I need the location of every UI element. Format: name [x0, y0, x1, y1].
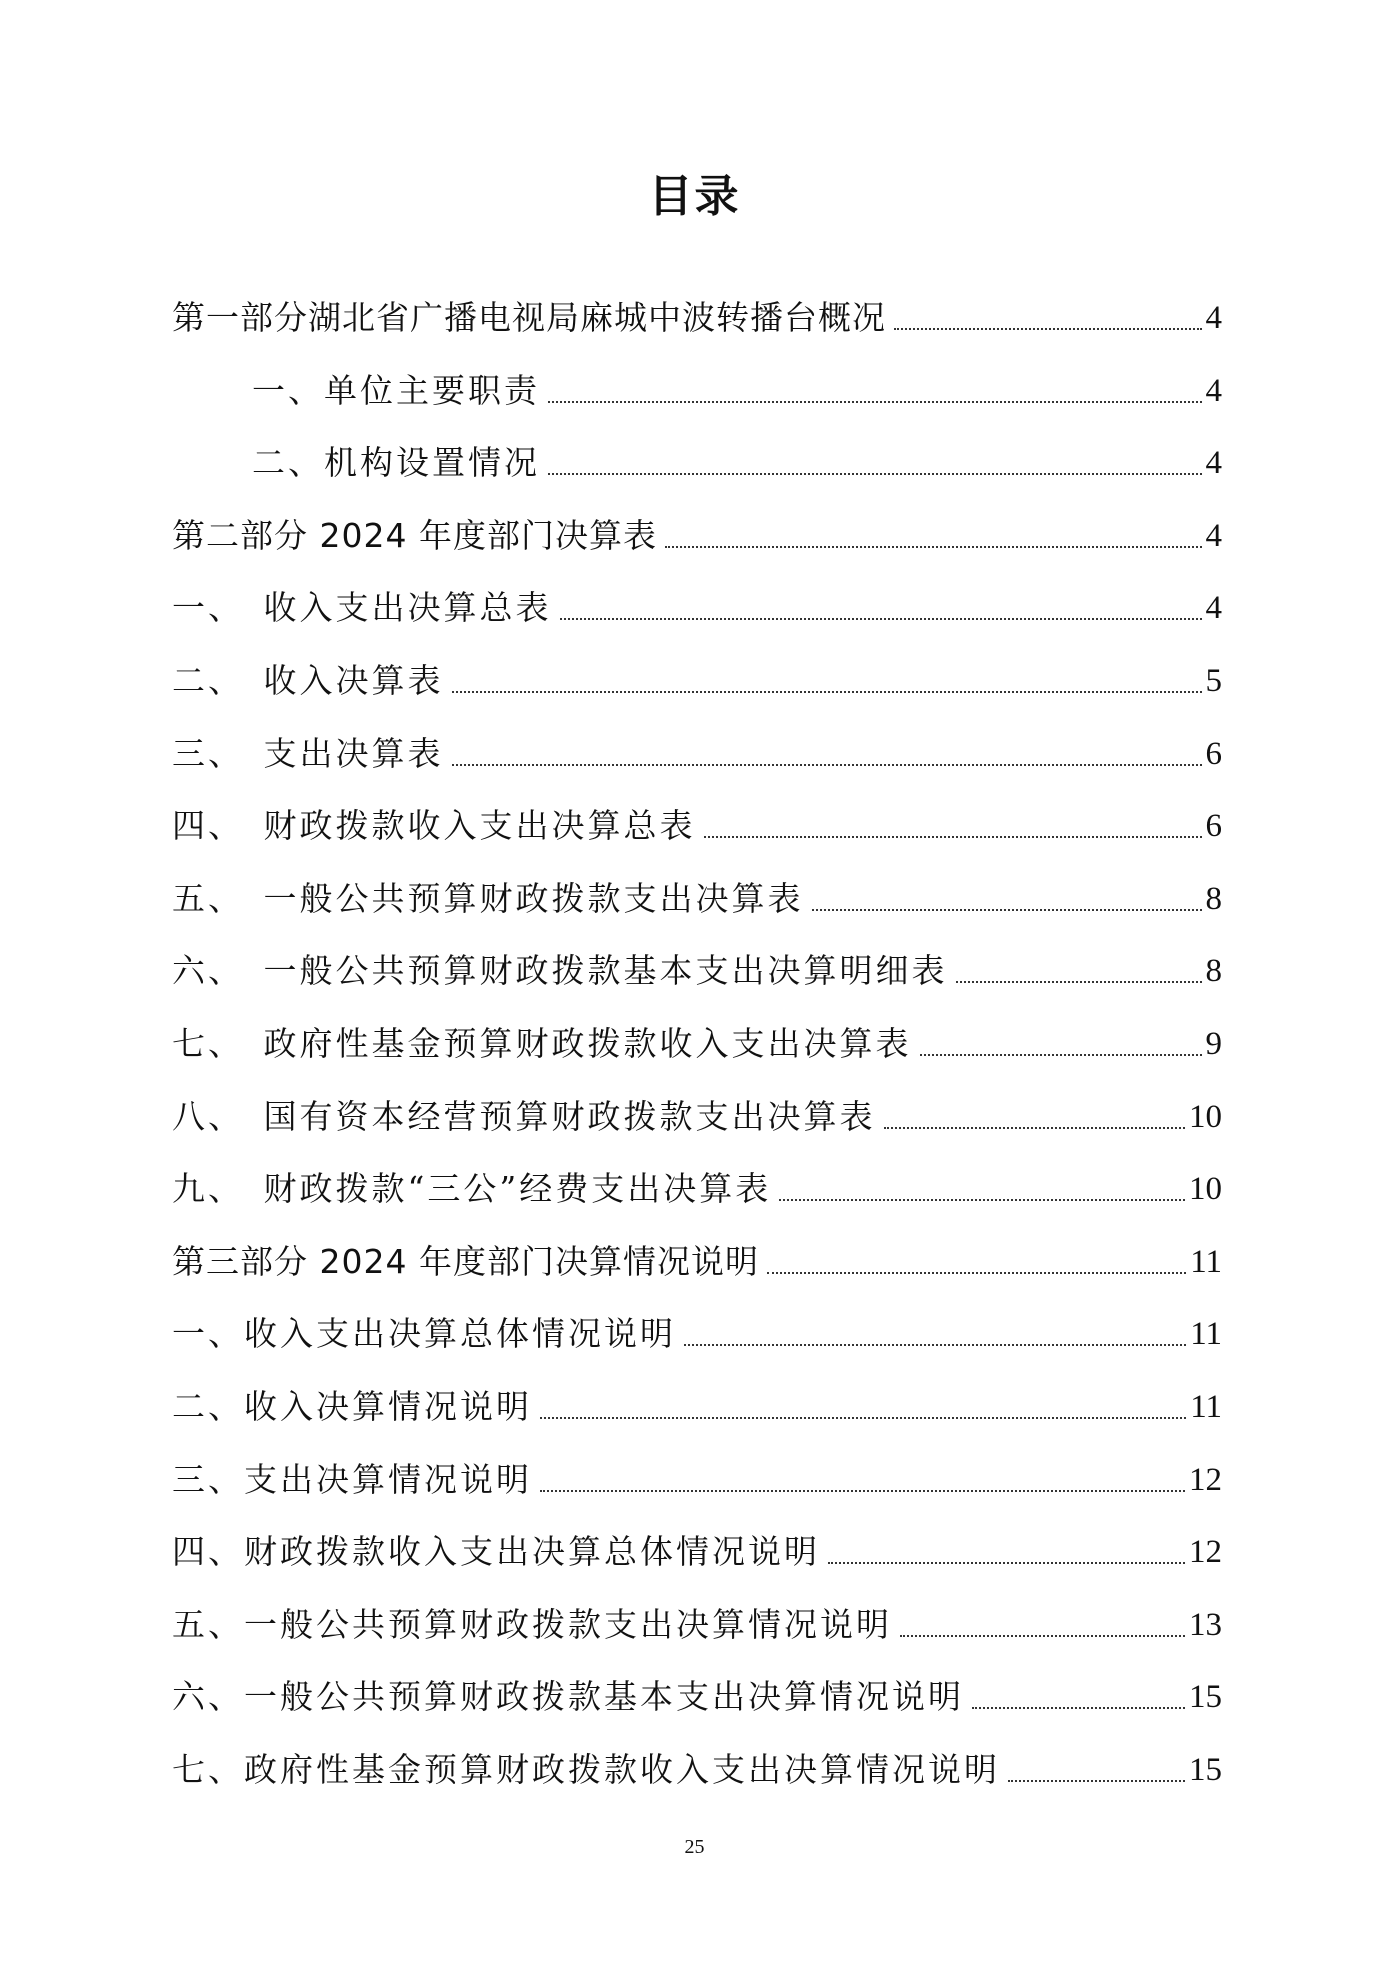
toc-entry-page: 11 — [1190, 1389, 1222, 1425]
toc-entry-label: 一、单位主要职责 — [252, 370, 540, 410]
toc-dot-leader — [548, 473, 1202, 475]
toc-dot-leader — [767, 1272, 1186, 1274]
toc-entry[interactable] — [172, 431, 1222, 483]
toc-dot-leader — [884, 1127, 1186, 1129]
toc-dot-leader — [812, 909, 1202, 911]
toc-entry-page: 6 — [1205, 735, 1222, 772]
toc-entry[interactable] — [172, 722, 1222, 774]
toc-entry-label: 八、 国有资本经营预算财政拨款支出决算表 — [172, 1096, 876, 1136]
toc-entry-page: 8 — [1205, 953, 1222, 990]
toc-dot-leader — [779, 1199, 1185, 1201]
toc-entry[interactable] — [172, 649, 1222, 701]
toc-entry[interactable] — [172, 867, 1222, 919]
toc-dot-leader — [560, 618, 1202, 620]
toc-dot-leader — [900, 1635, 1185, 1637]
toc-dot-leader — [1008, 1780, 1185, 1782]
toc-entry-label: 一、收入支出决算总体情况说明 — [172, 1314, 676, 1354]
toc-entry-page: 4 — [1205, 372, 1222, 409]
toc-entry[interactable] — [172, 1665, 1222, 1717]
toc-entry-label: 五、一般公共预算财政拨款支出决算情况说明 — [172, 1604, 892, 1644]
toc-entry[interactable] — [172, 1738, 1222, 1790]
toc-entry-page: 11 — [1190, 1243, 1222, 1280]
toc-dot-leader — [665, 546, 1202, 548]
toc-dot-leader — [452, 691, 1202, 693]
toc-entry[interactable] — [172, 1302, 1222, 1354]
toc-dot-leader — [894, 328, 1202, 330]
toc-entry[interactable] — [172, 286, 1222, 338]
toc-entry[interactable] — [172, 939, 1222, 991]
toc-entry-page: 4 — [1205, 590, 1222, 627]
toc-entry-label: 二、收入决算情况说明 — [172, 1387, 532, 1426]
toc-entry-page: 6 — [1205, 808, 1222, 845]
toc-dot-leader — [956, 981, 1202, 983]
toc-entry-page: 15 — [1189, 1679, 1222, 1716]
toc-entry-page: 11 — [1190, 1316, 1222, 1353]
toc-entry-label: 第一部分湖北省广播电视局麻城中波转播台概况 — [172, 298, 886, 337]
toc-dot-leader — [540, 1490, 1185, 1492]
toc-dot-leader — [452, 764, 1202, 766]
toc-entry[interactable] — [172, 1012, 1222, 1064]
toc-entry[interactable] — [172, 1593, 1222, 1645]
toc-entry-page: 4 — [1205, 517, 1222, 554]
toc-entry-label: 第三部分 2024 年度部门决算情况说明 — [172, 1241, 759, 1281]
toc-entry-page: 9 — [1205, 1026, 1222, 1062]
toc-entry-label: 九、 财政拨款“三公”经费支出决算表 — [172, 1169, 772, 1209]
toc-entry-page: 13 — [1189, 1606, 1222, 1643]
toc-dot-leader — [548, 401, 1202, 403]
toc-entry-page: 5 — [1205, 663, 1222, 699]
toc-entry-page: 15 — [1189, 1752, 1222, 1788]
toc-entry-page: 10 — [1189, 1098, 1222, 1135]
toc-entry-label: 四、财政拨款收入支出决算总体情况说明 — [172, 1532, 820, 1572]
toc-entry[interactable] — [172, 1448, 1222, 1500]
toc-entry[interactable] — [172, 359, 1222, 411]
toc-entry-label: 四、 财政拨款收入支出决算总表 — [172, 806, 696, 846]
toc-dot-leader — [972, 1707, 1185, 1709]
toc-entry[interactable] — [172, 1520, 1222, 1572]
toc-entry[interactable] — [172, 504, 1222, 556]
toc-entry-page: 12 — [1189, 1461, 1222, 1498]
toc-entry-label: 二、机构设置情况 — [252, 443, 540, 483]
toc-entry-page: 8 — [1205, 880, 1222, 917]
toc-entry-label: 一、 收入支出决算总表 — [172, 588, 552, 628]
toc-dot-leader — [684, 1344, 1186, 1346]
toc-entry-label: 第二部分 2024 年度部门决算表 — [172, 515, 657, 555]
toc-entry[interactable] — [172, 794, 1222, 846]
toc-entry-page: 4 — [1205, 445, 1222, 482]
toc-dot-leader — [704, 836, 1202, 838]
toc-entry[interactable] — [172, 576, 1222, 628]
toc-title: 目录 — [648, 171, 741, 222]
toc-entry-label: 六、 一般公共预算财政拨款基本支出决算明细表 — [172, 951, 948, 991]
toc-entry-label: 五、 一般公共预算财政拨款支出决算表 — [172, 878, 804, 918]
footer-page-number: 25 — [684, 1836, 705, 1858]
toc-entry[interactable] — [172, 1375, 1222, 1427]
toc-entry-label: 三、支出决算情况说明 — [172, 1459, 532, 1499]
toc-dot-leader — [828, 1562, 1185, 1564]
toc-dot-leader — [540, 1417, 1186, 1419]
toc-entry-label: 二、 收入决算表 — [172, 661, 444, 700]
toc-entry[interactable] — [172, 1157, 1222, 1209]
toc-entry-label: 六、一般公共预算财政拨款基本支出决算情况说明 — [172, 1677, 964, 1717]
toc-entry[interactable] — [172, 1085, 1222, 1137]
toc-entry-page: 4 — [1205, 300, 1222, 336]
toc-entry-label: 七、 政府性基金预算财政拨款收入支出决算表 — [172, 1024, 912, 1063]
toc-entry-page: 12 — [1189, 1534, 1222, 1571]
toc-entry[interactable] — [172, 1230, 1222, 1282]
toc-entry-label: 三、 支出决算表 — [172, 733, 444, 773]
toc-dot-leader — [920, 1054, 1202, 1056]
toc-entry-label: 七、政府性基金预算财政拨款收入支出决算情况说明 — [172, 1750, 1000, 1789]
toc-entry-page: 10 — [1189, 1171, 1222, 1208]
